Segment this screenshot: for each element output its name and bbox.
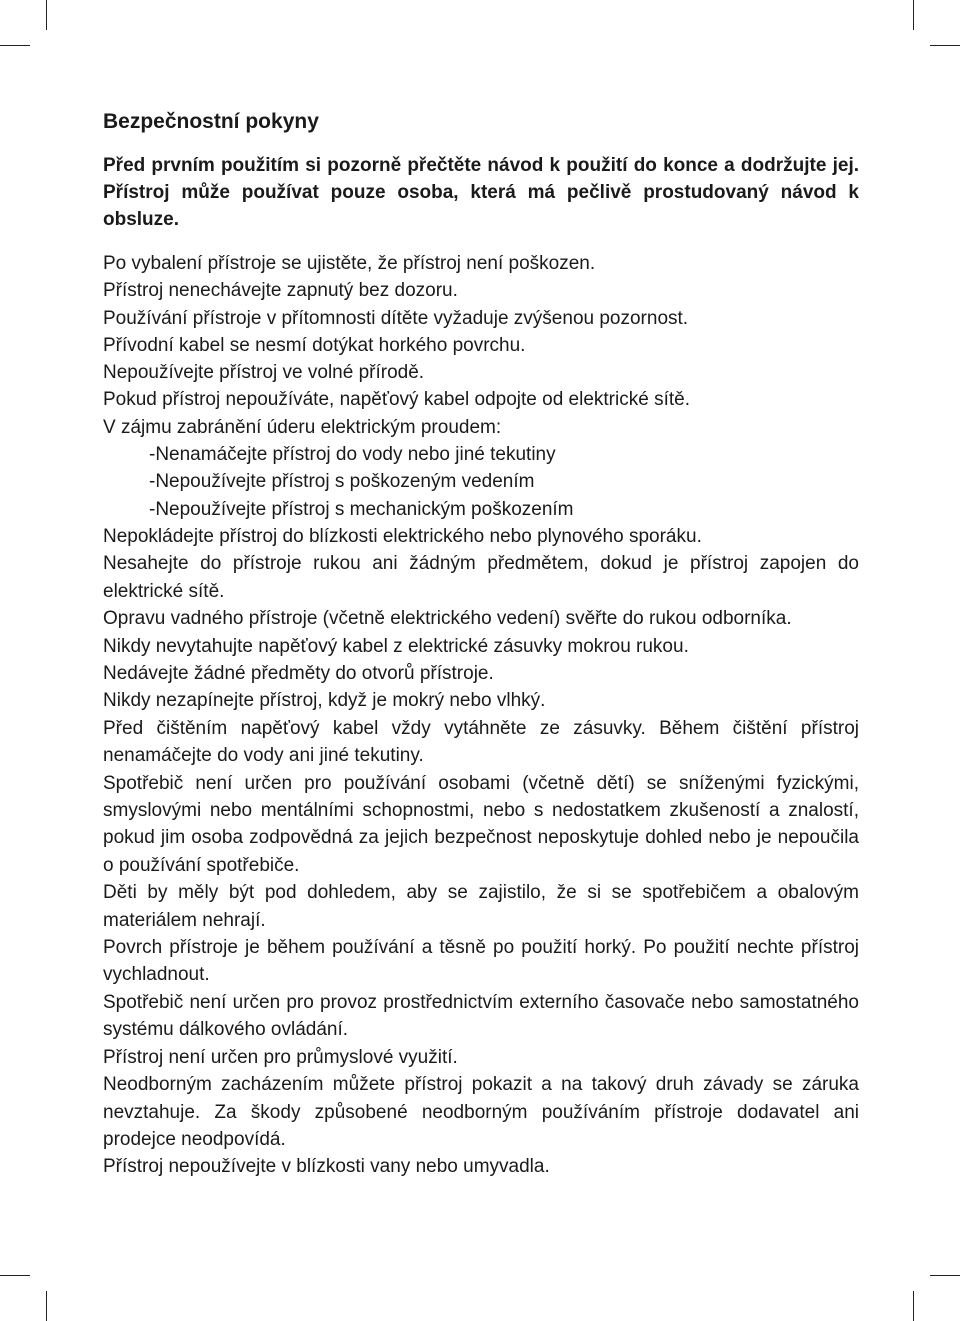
safety-line: Pokud přístroj nepoužíváte, napěťový kabel odpojte od elektrické sítě.: [103, 389, 690, 411]
document-title: Bezpečnostní pokyny: [103, 110, 319, 133]
safety-paragraph: Před čištěním napěťový kabel vždy vytáhněte ze zásuvky. Během čištění přístroj nenamáčejte do vody ani jiné tekutiny.: [103, 717, 859, 767]
document-body: [103, 108, 859, 1181]
safety-line: Po vybalení přístroje se ujistěte, že přístroj není poškozen.: [103, 253, 596, 274]
safety-paragraph: Povrch přístroje je během používání a těsně po použití horký. Po použití nechte přístroj vychladnout.: [103, 937, 859, 986]
sub-item: -Nenamáčejte přístroj do vody nebo jiné tekutiny: [149, 444, 556, 466]
safety-line: Přístroj nenechávejte zapnutý bez dozoru.: [103, 280, 458, 302]
crop-mark-top-left-horizontal: [0, 45, 30, 46]
crop-mark-bottom-right-vertical: [913, 1291, 914, 1321]
safety-paragraph: Nepokládejte přístroj do blízkosti elektrického nebo plynového sporáku.: [103, 525, 702, 547]
crop-mark-top-left-vertical: [46, 0, 47, 30]
sub-item: -Nepoužívejte přístroj s mechanickým poškozením: [149, 498, 574, 520]
safety-paragraph: Nikdy nevytahujte napěťový kabel z elektrické zásuvky mokrou rukou.: [103, 635, 689, 657]
safety-paragraph: Nedávejte žádné předměty do otvorů přístroje.: [103, 663, 494, 684]
safety-paragraph: Přístroj nepoužívejte v blízkosti vany nebo umyvadla.: [103, 1156, 550, 1178]
crop-mark-bottom-right-horizontal: [930, 1275, 960, 1276]
safety-line: Přívodní kabel se nesmí dotýkat horkého povrchu.: [103, 334, 526, 356]
intro-paragraph: Před prvním použitím si pozorně přečtěte návod k použití do konce a dodržujte jej. Přístroj může používat pouze osoba, která má pečlivě prostudovaný návod k obsluze.: [103, 155, 859, 230]
safety-line: V zájmu zabránění úderu elektrickým proudem:: [103, 416, 502, 438]
crop-mark-top-right-vertical: [913, 0, 914, 30]
safety-line: Používání přístroje v přítomnosti dítěte vyžaduje zvýšenou pozornost.: [103, 307, 689, 329]
safety-paragraph: Spotřebič není určen pro používání osobami (včetně dětí) se sníženými fyzickými, smyslovými nebo mentálními schopnostmi, nebo s nedostatkem zkušeností a znalostí, pokud jim osoba zodpovědná za jejich bezpečnost neposkytuje dohled nebo je nepoučila o používání spotřebiče.: [103, 772, 859, 876]
safety-paragraph: Děti by měly být pod dohledem, aby se zajistilo, že si se spotřebičem a obalovým materiálem nehrají.: [103, 882, 859, 931]
safety-line: Nepoužívejte přístroj ve volné přírodě.: [103, 362, 425, 384]
safety-paragraph: Neodborným zacházením můžete přístroj pokazit a na takový druh závady se záruka nevztahuje. Za škody způsobené neodborným používáním přístroje dodavatel ani prodejce neodpovídá.: [103, 1074, 859, 1150]
safety-paragraph: Nikdy nezapínejte přístroj, když je mokrý nebo vlhký.: [103, 690, 546, 712]
crop-mark-bottom-left-vertical: [46, 1291, 47, 1321]
crop-mark-bottom-left-horizontal: [0, 1275, 30, 1276]
safety-paragraph: Opravu vadného přístroje (včetně elektrického vedení) svěřte do rukou odborníka.: [103, 608, 792, 630]
sub-item: -Nepoužívejte přístroj s poškozeným vedením: [149, 471, 535, 493]
crop-mark-top-right-horizontal: [930, 45, 960, 46]
safety-paragraph: Přístroj není určen pro průmyslové využití.: [103, 1046, 458, 1068]
safety-paragraph: Spotřebič není určen pro provoz prostřednictvím externího časovače nebo samostatného systému dálkového ovládání.: [103, 991, 859, 1041]
safety-paragraph: Nesahejte do přístroje rukou ani žádným předmětem, dokud je přístroj zapojen do elektrické sítě.: [103, 553, 859, 602]
